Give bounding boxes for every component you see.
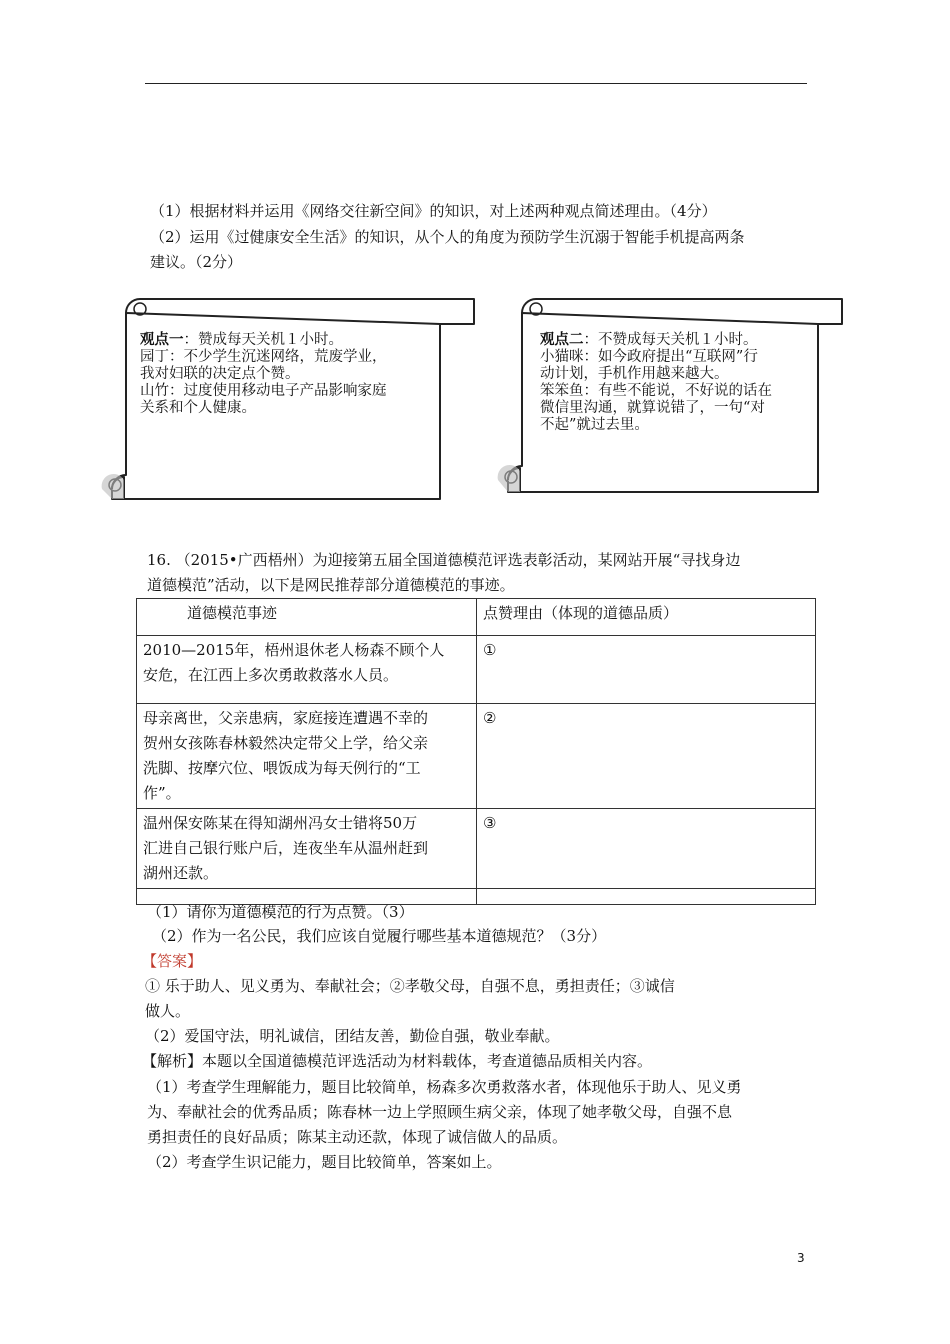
scroll-left-heading: 观点一 bbox=[140, 331, 184, 348]
question-16-line1: 16. （2015•广西梧州）为迎接第五届全国道德模范评选表彰活动，某网站开展“寻找身边 bbox=[147, 551, 741, 569]
question-2-line2: 建议。（2分） bbox=[150, 253, 243, 271]
scroll-right-text bbox=[540, 331, 772, 434]
table-cell-deed bbox=[137, 704, 477, 809]
scroll-left-line: 我对妇联的决定点个赞。 bbox=[140, 366, 300, 382]
table-header-deed: 道德模范事迹 bbox=[137, 599, 477, 636]
analysis-p1-line3: 勇担责任的良好品质；陈某主动还款，体现了诚信做人的品质。 bbox=[147, 1128, 568, 1146]
analysis-p1-line1: （1）考查学生理解能力，题目比较简单，杨森多次勇救落水者，体现他乐于助人、见义勇 bbox=[147, 1078, 742, 1096]
table-cell-reason: ③ bbox=[477, 809, 816, 889]
scroll-right-line: 不起”就过去里。 bbox=[540, 417, 649, 433]
scroll-left-line: 山竹：过度使用移动电子产品影响家庭 bbox=[140, 383, 387, 399]
table-cell-reason: ① bbox=[477, 636, 816, 704]
answer-line2: 做人。 bbox=[145, 1002, 191, 1020]
scroll-left-line: 关系和个人健康。 bbox=[140, 400, 256, 416]
moral-model-table bbox=[136, 598, 816, 905]
scroll-left-heading-rest: ：赞成每天关机１小时。 bbox=[183, 332, 343, 348]
answer-line1: ① 乐于助人、见义勇为、奉献社会；②孝敬父母，自强不息，勇担责任；③诚信 bbox=[145, 977, 675, 995]
analysis-p1-line2: 为、奉献社会的优秀品质；陈春林一边上学照顾生病父亲，体现了她孝敬父母，自强不息 bbox=[147, 1103, 733, 1121]
analysis-intro-line bbox=[142, 1050, 652, 1072]
deed-line: 洗脚、按摩穴位、喂饭成为每天例行的“工 bbox=[143, 759, 421, 777]
analysis-intro: 本题以全国道德模范评选活动为材料载体，考查道德品质相关内容。 bbox=[202, 1052, 653, 1070]
table-row bbox=[137, 809, 816, 889]
question-1: （1）根据材料并运用《网络交往新空间》的知识，对上述两种观点简述理由。（4分） bbox=[150, 202, 717, 220]
deed-line: 安危，在江西上多次勇敢救落水人员。 bbox=[143, 666, 399, 684]
scroll-right-line: 微信里沟通，就算说错了，一句“对 bbox=[540, 400, 765, 416]
deed-line: 汇进自己银行账户后，连夜坐车从温州赶到 bbox=[143, 839, 429, 857]
answer-label: 【答案】 bbox=[142, 952, 203, 970]
page-number: 3 bbox=[797, 1251, 805, 1265]
deed-line: 作”。 bbox=[143, 784, 181, 802]
table-cell-reason: ② bbox=[477, 704, 816, 809]
scroll-right-heading-rest: ：不赞成每天关机１小时。 bbox=[583, 332, 758, 348]
sub-question-2: （2）作为一名公民，我们应该自觉履行哪些基本道德规范？（3分） bbox=[152, 927, 607, 945]
sub-question-1: （1）请你为道德模范的行为点赞。（3） bbox=[147, 903, 414, 921]
scroll-right-heading: 观点二 bbox=[540, 331, 584, 348]
question-2-line1: （2）运用《过健康安全生活》的知识，从个人的角度为预防学生沉溺于智能手机提高两条 bbox=[150, 228, 745, 246]
analysis-label: 【解析】 bbox=[142, 1052, 203, 1070]
deed-line: 2010—2015年，梧州退休老人杨森不顾个人 bbox=[143, 641, 445, 659]
scroll-right-line: 小猫咪：如今政府提出“互联网”行 bbox=[540, 349, 758, 365]
table-row bbox=[137, 636, 816, 704]
scroll-left-text bbox=[140, 331, 387, 417]
table-cell-deed bbox=[137, 636, 477, 704]
table-row bbox=[137, 704, 816, 809]
table-header-row bbox=[137, 599, 816, 636]
scroll-right-line: 动计划，手机作用越来越大。 bbox=[540, 366, 729, 382]
deed-line: 温州保安陈某在得知湖州冯女士错将50万 bbox=[143, 814, 418, 832]
deed-line: 贺州女孩陈春林毅然决定带父上学，给父亲 bbox=[143, 734, 429, 752]
table-header-reason: 点赞理由（体现的道德品质） bbox=[477, 599, 816, 636]
table-cell-deed bbox=[137, 809, 477, 889]
question-16-line2: 道德模范”活动，以下是网民推荐部分道德模范的事迹。 bbox=[147, 576, 515, 594]
scroll-left-line: 园丁：不少学生沉迷网络，荒废学业， bbox=[140, 349, 387, 365]
scroll-right-line: 笨笨鱼：有些不能说，不好说的话在 bbox=[540, 383, 772, 399]
deed-line: 母亲离世，父亲患病，家庭接连遭遇不幸的 bbox=[143, 709, 429, 727]
answer-line3: （2）爱国守法，明礼诚信，团结友善，勤俭自强，敬业奉献。 bbox=[145, 1027, 560, 1045]
deed-line: 湖州还款。 bbox=[143, 864, 219, 882]
analysis-p2: （2）考查学生识记能力，题目比较简单，答案如上。 bbox=[147, 1153, 502, 1171]
